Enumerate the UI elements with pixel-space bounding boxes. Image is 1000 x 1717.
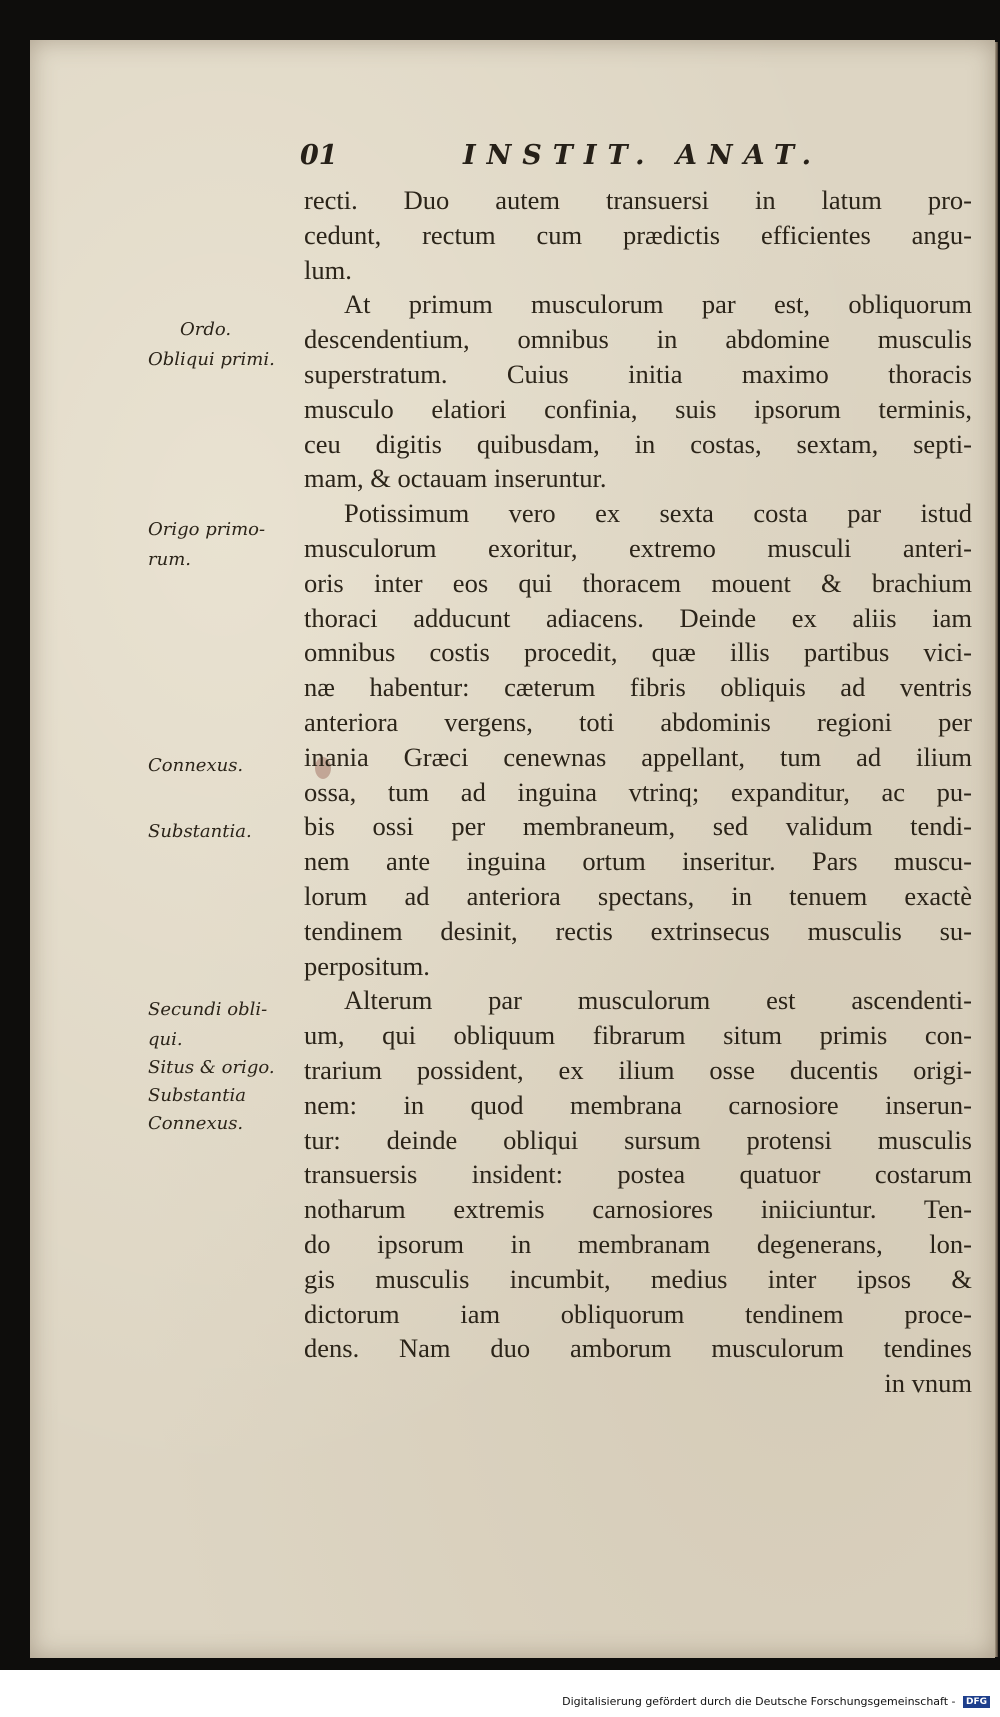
marginal-note: Obliqui primi. [148,349,275,370]
page-header [300,140,970,180]
text-line: um, qui obliquum fibrarum situm primis con- [304,1020,972,1051]
text-line: dictorum iam obliquorum tendinem proce- [304,1298,972,1329]
text-line: tur: deinde obliqui sursum protensi musculis [304,1124,972,1155]
text-line: transuersis insident: postea quatuor costarum [304,1159,972,1190]
body-text [304,183,972,1401]
text-line: Alterum par musculorum est ascendenti- [344,985,972,1016]
digitization-footer [0,1695,990,1713]
text-line: bis ossi per membraneum, sed validum tendi- [304,811,972,842]
text-line: recti. Duo autem transuersi in latum pro- [304,185,972,215]
text-line: inania Græci cenewnas appellant, tum ad ilium [304,741,972,772]
text-line: descendentium, omnibus in abdomine musculis [304,324,972,355]
text-line: cedunt, rectum cum prædictis efficientes angu- [304,219,972,250]
book-page [30,40,995,1658]
text-line: Potissimum vero ex sexta costa par istud [344,498,972,529]
text-line: dens. Nam duo amborum musculorum tendines [304,1333,972,1364]
text-line: ossa, tum ad inguina vtrinq; expanditur, ac pu- [304,776,972,807]
running-title: INSTIT. ANAT. [463,140,823,171]
marginal-note: Ordo. [180,319,232,340]
text-line: trarium possident, ex ilium osse ducentis origi- [304,1054,972,1085]
marginal-note: Substantia [148,1085,246,1106]
text-line: At primum musculorum par est, obliquorum [344,289,972,320]
marginal-note: Situs & origo. [148,1057,275,1078]
text-line: notharum extremis carnosiores iniiciuntur. Ten- [304,1194,972,1225]
marginal-note: rum. [148,549,191,570]
text-line: omnibus costis procedit, quæ illis partibus vici- [304,637,972,668]
text-line: lorum ad anteriora spectans, in tenuem exactè [304,880,972,911]
text-line: nem ante inguina ortum inseritur. Pars muscu- [304,846,972,877]
marginal-note: qui. [148,1029,183,1050]
marginal-note: Connexus. [148,1113,244,1134]
text-line: superstratum. Cuius initia maximo thoracis [304,358,972,389]
dfg-logo: DFG [963,1696,990,1708]
text-line: lum. [304,254,352,285]
text-line: oris inter eos qui thoracem mouent & brachium [304,567,972,598]
text-line: musculorum exoritur, extremo musculi anteri- [304,532,972,563]
marginal-note: Substantia. [148,821,252,842]
marginal-note: Origo primo- [148,519,266,540]
catchword: in vnum [884,1368,972,1399]
marginal-note: Secundi obli- [148,999,268,1020]
footer-credit: Digitalisierung gefördert durch die Deutsche Forschungsgemeinschaft - [562,1695,956,1708]
text-line: næ habentur: cæterum fibris obliquis ad ventris [304,672,972,703]
text-line: thoraci adducunt adiacens. Deinde ex aliis iam [304,602,972,633]
text-line: perpositum. [304,950,430,981]
text-line: gis musculis incumbit, medius inter ipsos & [304,1263,972,1294]
text-line: mam, & octauam inseruntur. [304,463,607,494]
text-line: ceu digitis quibusdam, in costas, sextam, septi- [304,428,972,459]
text-line: anteriora vergens, toti abdominis regioni per [304,706,972,737]
marginal-note: Connexus. [148,755,244,776]
folio-number: 01 [300,140,338,171]
text-line: musculo elatiori confinia, suis ipsorum terminis, [304,393,972,424]
text-line: nem: in quod membrana carnosiore inserun- [304,1089,972,1120]
text-line: tendinem desinit, rectis extrinsecus musculis su- [304,915,972,946]
text-line: do ipsorum in membranam degenerans, lon- [304,1228,972,1259]
